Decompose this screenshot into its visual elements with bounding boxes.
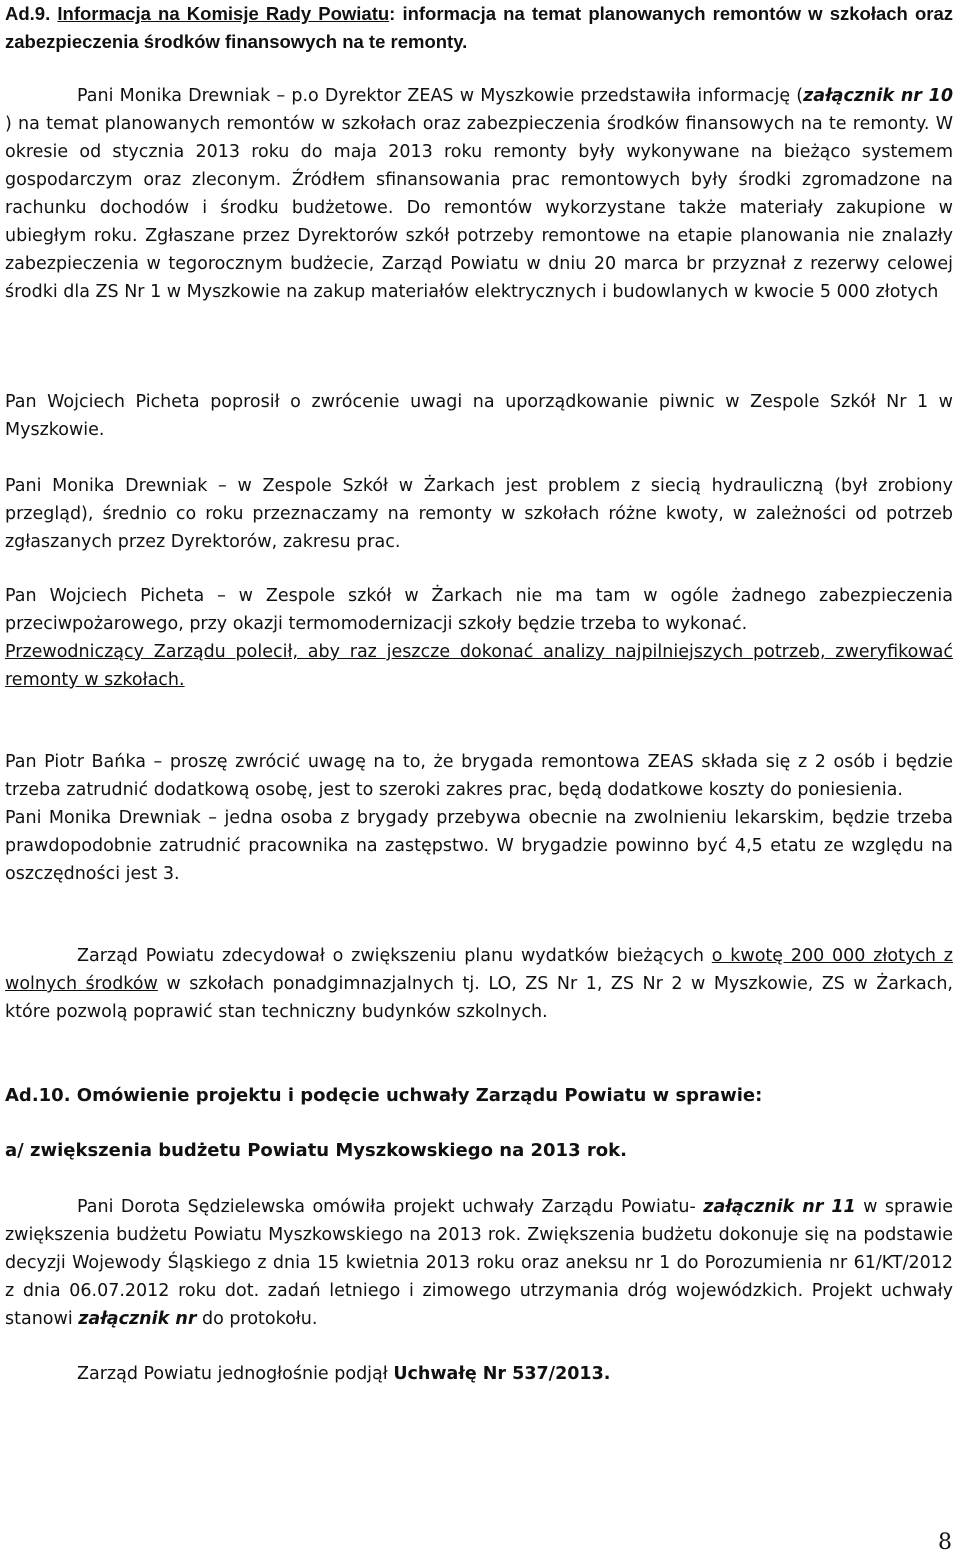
paragraph-banka: Pan Piotr Bańka – proszę zwrócić uwagę na to, że brygada remontowa ZEAS składa się z 2 osób i będzie trzeba zatrudnić dodatkową osobę, jest to szeroki zakres prac, będą dodatkowe koszty do poniesienia. Pani Monika Drewniak – jedna osoba z brygady przebywa obecnie na zwolnieniu lekarskim, będzie trzeba prawdopodobnie zatrudnić pracownika na zastępstwo. W brygadzie powinno być 4,5 etatu ze względu na oszczędności jest 3. <box>5 752 953 884</box>
attachment-ref: załącznik nr <box>78 1309 197 1329</box>
agenda-title-rest: : informacja na temat planowanych remontów w szkołach oraz zabezpieczenia środków finansowych na te remonty. <box>5 3 954 52</box>
paragraph-picheta-1: Pan Wojciech Picheta poprosił o zwrócenie uwagi na uporządkowanie piwnic w Zespole Szkół Nr 1 w Myszkowie. <box>5 392 953 440</box>
agenda-link[interactable]: Informacja na Komisje Rady Powiatu <box>57 3 390 24</box>
attachment-ref: załącznik nr 10 <box>803 86 953 106</box>
agenda-subitem-a: a/ zwiększenia budżetu Powiatu Myszkowskiego na 2013 rok. <box>5 1140 627 1161</box>
underlined-instruction: Przewodniczący Zarządu polecił, aby raz jeszcze dokonać analizy najpilniejszych potrzeb, zweryfikować remonty w szkołach. <box>5 642 953 690</box>
paragraph-drewniak-2: Pani Monika Drewniak – jedna osoba z brygady przebywa obecnie na zwolnieniu lekarskim, będzie trzeba prawdopodobnie zatrudnić pracownika na zastępstwo. W brygadzie powinno być 4,5 etatu ze względu na oszczędności jest 3. <box>5 808 953 884</box>
agenda-number: Ad.9. <box>5 3 51 24</box>
paragraph-zeas-info: Pani Monika Drewniak – p.o Dyrektor ZEAS w Myszkowie przedstawiła informację (załącznik nr 10 ) na temat planowanych remontów w szkołach oraz zabezpieczenia środków finansowych na te remonty. W okresie od stycznia 2013 roku do maja 2013 roku remonty były wykonywane na bieżąco systemem gospodarczym oraz zleconym. Źródłem sfinansowania prac remontowych były środki zgromadzone na rachunku dochodów i środku budżetowe. Do remontów wykorzystane także materiały zakupione w ubiegłym roku. Zgłaszane przez Dyrektorów szkół potrzeby remontowe na etapie planowania nie znalazły zabezpieczenia w tegorocznym budżecie, Zarząd Powiatu w dniu 20 marca br przyznał z rezerwy celowej środki dla ZS Nr 1 w Myszkowie na zakup materiałów elektrycznych i budowlanych w kwocie 5 000 złotych <box>5 86 953 302</box>
paragraph-drewniak-1: Pani Monika Drewniak – w Zespole Szkół w Żarkach jest problem z siecią hydrauliczną (był zrobiony przegląd), średnio co roku przeznaczamy na remonty w szkołach różne kwoty, w zależności od potrzeb zgłaszanych przez Dyrektorów, zakresu prac. <box>5 476 953 552</box>
page-number: 8 <box>938 1530 952 1555</box>
paragraph-sedzielewska: Pani Dorota Sędzielewska omówiła projekt uchwały Zarządu Powiatu- załącznik nr 11 w sprawie zwiększenia budżetu Powiatu Myszkowskiego na 2013 rok. Zwiększenia budżetu dokonuje się na podstawie decyzji Wojewody Śląskiego z dnia 15 kwietnia 2013 roku oraz aneksu nr 1 do Porozumienia nr 61/KT/2012 z dnia 06.07.2012 roku dot. zadań letniego i zimowego utrzymania dróg wojewódzkich. Projekt uchwały stanowi załącznik nr do protokołu. <box>5 1197 953 1329</box>
agenda-item-10: Ad.10. Omówienie projektu i podęcie uchwały Zarządu Powiatu w sprawie: <box>5 1085 763 1106</box>
paragraph-resolution: Zarząd Powiatu jednogłośnie podjął Uchwałę Nr 537/2013. <box>77 1364 611 1384</box>
paragraph-decision: Zarząd Powiatu zdecydował o zwiększeniu planu wydatków bieżących o kwotę 200 000 złotych z wolnych środków w szkołach ponadgimnazjalnych tj. LO, ZS Nr 1, ZS Nr 2 w Myszkowie, ZS w Żarkach, które pozwolą poprawić stan techniczny budynków szkolnych. <box>5 946 953 1022</box>
underlined-amount: o kwotę 200 000 złotych z wolnych środków <box>5 946 953 994</box>
resolution-number: Uchwałę Nr 537/2013. <box>393 1364 611 1384</box>
paragraph-picheta-2: Pan Wojciech Picheta – w Zespole szkół w Żarkach nie ma tam w ogóle żadnego zabezpieczenia przeciwpożarowego, przy okazji termomodernizacji szkoły będzie trzeba to wykonać. Przewodniczący Zarządu polecił, aby raz jeszcze dokonać analizy najpilniejszych potrzeb, zweryfikować remonty w szkołach. <box>5 586 953 690</box>
agenda-item-9 <box>5 0 953 56</box>
attachment-ref: załącznik nr 11 <box>703 1197 856 1217</box>
